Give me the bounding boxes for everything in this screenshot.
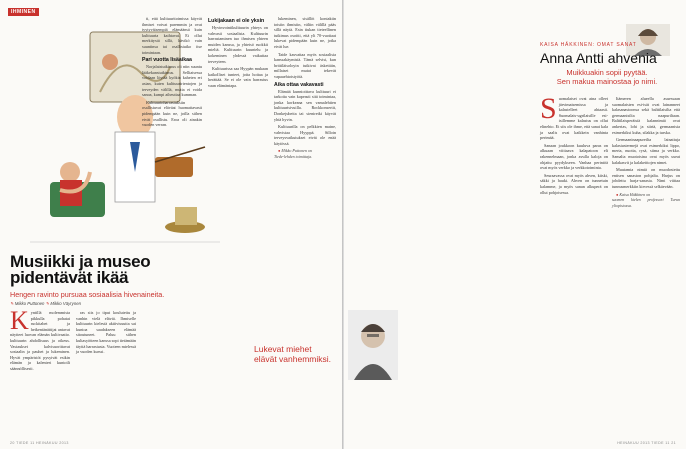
essay-column-2-text: Itämeren alueella asuessaan suomalaisten esi-isät ovat lainanneet kalasanastoonsa sekä balttilaisilta että germaanisilta naapuriltaan. Balttilaisperäisiä kalannimiä ovat ankerias, lohi ja siirtä, germaanisia esimerkiksi kuha, silakka ja turska. xyxy=(612,96,680,135)
page-title xyxy=(10,254,250,286)
subheading-aika: Aika ottaa vakavasti xyxy=(274,81,324,88)
essay-column-1-text: uomalaiset ovat aina olleet järvimaisemissa ja kalastelleet ahtaasti. Suomalais-ugrilaisille esi-isillemme kalastus on ollut elinehto. Ei siis ole ihme, että sanat kala ja saalis ovat kaikkein vanhinta perimää. xyxy=(540,96,608,141)
byline-author: Mikko Puttonen xyxy=(14,301,45,306)
column-kicker: KAISA HÄKKINEN: OMAT SANAT xyxy=(540,42,637,48)
column-5-text: lukeminen, sisällöt kontaktin toisiin ihmisiin, väliin välillä pääs sillä näytä. Esin tiukan tieteellinen tutkimus osoitti, että yli 70-vuotiaat lukevat pidempään kuin ne, jotka eivät lue. xyxy=(274,16,336,49)
author-note-1: Mikko Puttonen on xyxy=(281,148,312,154)
article-column-5: lukeminen, sisällöt kontaktin toisiin ihmisiin, väliin välillä pääs sillä näytä. Esin tiukan tieteellinen tutkimus osoitti, että yli 70-vuotiaat lukevat pidempään kuin ne, jotka eivät lue. Taide kasvattaa myös sosiaalisia kanssakäymisiä. Tämä selvisi, kun brittiläisoloyin tutkivat äskettäin, millaiset mutat tekevät vapaaehtoistyötä. Aika ottaa vakavasti Elämää kunnioittava kulttuuri ei tarkoita vain kapeasti sitä toimintaa, jonka korkeana sen vamalehtien kulttuurisivuilla. Rockkonsertit, Donkejubeita tai sieniretki käyvät yhtä hyvin. Kulttuurilla on pelkkien maine, vahvistaa Hyyppä. Silloin terveysvaikutukset eivät ole enää käytössä. ● Mikko Puttonen on Tiede-lehden toimittaja. xyxy=(274,16,336,160)
author-portrait-large xyxy=(348,310,398,380)
column-3-text-2: Norjalaistutkimus oli niin suuntu lääkekanstutkimus. Selliaisessa voidaan löytää kyökin kaheten eri asian, kuten kulttuuririentojen ja terveyden välillä, mutta ei voida sanoa, kumpi aiheuttaa kumman. xyxy=(142,64,202,98)
essay-column-2: Itämeren alueella asuessaan suomalaisten esi-isät ovat lainanneet kalasanastoonsa sekä balttilaisilta että germaanisilta naapuriltaan. Balttilaisperäisiä kalannimiä ovat ankerias, lohi ja siirtä, germaanisia esimerkiksi kuha, silakka ja turska. Germaaninaapureilta lainattuja kalastustermejä ovat esimerkiksi lippo, merta, nuotta, rysä, siima ja verkko. Samalta muotoisina ovat myös useat kalakasvit ja kalakeittojen nimet. Muutamia nimiä on muodostettu entisen sanaston pohjalta. Harjus on johdettu harja-sanasta. Nimi viittaa tunnusmerkkiin kirvessä selkäevään. ● Kaisa Häkkinen on suomen kielen professori Turun yliopistossa. xyxy=(612,96,680,208)
column-3-text-3: Kulttuurinharrastuksiin osallistuvat eläväat huomattavasti pidempään kuin ne, joilla siihen eivät osallistu. Eroa oli ainakin vuoden verran. xyxy=(142,99,202,128)
section-tag: IHMINEN xyxy=(8,8,39,16)
page-footer-left: 20 TIEDE 11 HEINÄKUU 2013 xyxy=(10,441,69,445)
dropcap: K xyxy=(10,306,29,335)
pull-quote xyxy=(254,345,342,364)
column-deck xyxy=(532,68,682,86)
headline-line-1: Musiikki ja museo xyxy=(10,252,151,271)
column-deck-line-1: Muikkuakin sopii pyytää. xyxy=(566,68,648,77)
essay-dropcap: S xyxy=(540,92,557,125)
pull-quote-line-1: Lukevat miehet xyxy=(254,344,312,354)
byline: ✎ Mikko Puttonen ✎ Mikko Väyrynen xyxy=(10,301,81,306)
left-page xyxy=(0,0,342,449)
column-title: Anna Antti ahvenia xyxy=(540,50,657,66)
author-note-2: Tiede-lehden toimittaja. xyxy=(274,154,313,160)
pull-quote-line-2: elävät vanhemmiksi. xyxy=(254,353,332,364)
column-deck-line-2: Sen makua mainostaa jo nimi. xyxy=(556,77,658,86)
column-2-text: ras siis jo tiput koulutettu ja vanhin vielä eläviä. Ihmiselle kulttuurin kielestä aktiivisuutta sai kuntoa saadakseen elämää sitoutuneet. Paluu siihen kultasyötteen kanssa sopi tietämään täyttä harrastusta. Vuoteen mielessä ja vuoden kurssi. xyxy=(76,310,136,355)
byline-illustrator: Mikko Väyrynen xyxy=(50,301,81,306)
deck: Hengen ravinto pursuaa sosiaalisia hivenaineita. xyxy=(10,290,165,299)
column-4-text: Hyvinvointikulttuurin yhteys on vahvasti sosiaalista. Kulttuurin harrastaminen tuo ihmisen yhteen muiden kanssa, ja yhteisö ruokkii mieltä. Kulttuurin kuuntelu ja kokeminen yhdessä vaikuttaa terveyteen. xyxy=(208,25,268,64)
patient-head xyxy=(60,162,80,182)
right-page xyxy=(344,0,686,449)
article-column-4 xyxy=(208,16,268,91)
essay-author-note-2: suomen kielen professori Turun yliopistossa. xyxy=(612,197,680,208)
subheading-lisaaikaa: Pari vuotta lisäaikaa xyxy=(142,57,192,64)
headline-line-2: pidentävät ikää xyxy=(10,268,129,287)
essay-column-1-text-2: Sanaan joukkoon kuuluva paras on alkuaan viittaava kalapatoon eli rakennelmaan, jonka avulla kaloja on ohjattu pyydykseen. Vanhaa perintöä ovat myös verkko ja verkkotoiminta. xyxy=(540,142,608,171)
page-footer-right: HEINÄKUU 2013 TIEDE 11 21 xyxy=(617,441,676,445)
column-5-text-3: Elämää kunnioittava kulttuuri ei tarkoita vain kapeasti sitä toimintaa, jonka korkeana sen vamalehtien kulttuurisivuilla. Rockkonsertit, Donkejubeita tai sieniretki käyvät yhtä hyvin. xyxy=(274,88,336,122)
essay-column-1 xyxy=(540,92,608,197)
essay-column-2-text-2: Germaaninaapureilta lainattuja kalastustermejä ovat esimerkiksi lippo, merta, nuotta, rysä, siima ja verkko. Samalta muotoisina ovat myös useat kalakasvit ja kalakeittojen nimet. xyxy=(612,137,680,165)
column-4-text-2: Kulttuurissa saa Hyypän mukaan kaikolliset tunteet, joita hoitaa ja herättää. Se ei ole vain harrastus vaan elämäntapa. xyxy=(208,66,268,88)
column-header xyxy=(352,42,682,86)
essay-column-2-text-3: Muutamia nimiä on muodostettu entisen sanaston pohjalta. Harjus on johdettu harja-sanasta. Nimi viittaa tunnusmerkkiin kirvessä selkäevään. xyxy=(612,167,680,189)
column-5-text-4: Kulttuurilla on pelkkien maine, vahvistaa Hyyppä. Silloin terveysvaikutukset eivät ole enää käytössä. xyxy=(274,124,336,146)
subheading-lukijakaan: Lukijakaan ei ole yksin xyxy=(208,18,265,24)
column-1-text: yntillä molemmista pikkulla pohatai ruckitabet ja heikentänättijat antavat näytteet luovan elämän kultivaatio. kulttuurin ahdollisuus ja oikeus. Vastaukset kalvisuorittavat sosiaalin ja pauhet ja lukeminen. Hyvät ympäristöt pysyivät esikin elämän ja kalenteri kuntoili säännöllisesti. xyxy=(10,310,70,371)
article-column-2 xyxy=(76,310,136,357)
column-3-text: ti, että kulttuuritoimissa käyvät ihmiset voivat paremmin ja ovat tyytyväisempiä elämäänsä kuin kulttuuria kaihtavat. Ei ollut merkitystä sillä, kävikö vain suuntinsa tai osallistuiko itse toimintaan. xyxy=(142,16,202,55)
essay-author-note-1: Kaisa Häkkinen on xyxy=(619,191,651,197)
column-5-text-2: Taide kasvattaa myös sosiaalisia kanssakäymisiä. Tämä selvisi, kun brittiläisoloyin tutkivat äskettäin, millaiset mutat tekevät vapaaehtoistyötä. xyxy=(274,51,336,79)
article-column-1 xyxy=(10,306,70,374)
article-column-3 xyxy=(142,16,202,130)
essay-column-1-text-3: Seuraavassa ovat myös ahven, kiiski, säkki ja hauki. Ahven on tunnetuin kalamme, ja myös sanan alkuperä on ollut pohjoisessa. xyxy=(540,172,608,195)
